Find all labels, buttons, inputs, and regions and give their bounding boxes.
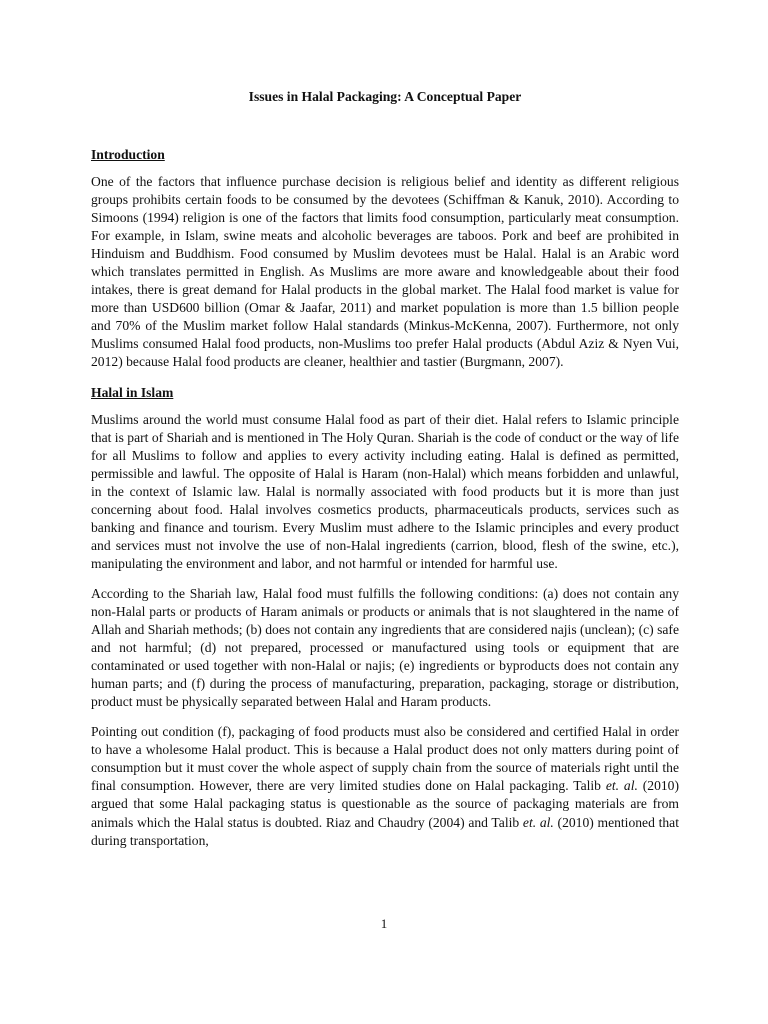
body-paragraph <box>91 723 679 849</box>
body-paragraph <box>91 585 679 711</box>
text-run: One of the factors that influence purchase decision is religious belief and identity as different religious groups prohibits certain foods to be consumed by the devotees (Schiffman & Kanuk, 2010). According to Simoons (1994) religion is one of the factors that limits food consumption, particularly meat consumption. For example, in Islam, swine meats and alcoholic beverages are taboos. Pork and beef are prohibited in Hinduism and Buddhism. Food consumed by Muslim devotees must be Halal. Halal is an Arabic word which translates permitted in English. As Muslims are more aware and knowledgeable about their food intakes, there is great demand for Halal products in the global market. The Halal food market is value for more than USD600 billion (Omar & Jaafar, 2011) and market population is more than 1.5 billion people and 70% of the Muslim market follow Halal standards (Minkus-McKenna, 2007). Furthermore, not only Muslims consumed Halal food products, non-Muslims too prefer Halal products (Abdul Aziz & Nyen Vui, 2012) because Halal food products are cleaner, healthier and tastier (Burgmann, 2007). <box>91 174 679 370</box>
page-content <box>91 88 679 862</box>
sections-container <box>91 146 679 850</box>
body-paragraph <box>91 411 679 573</box>
italic-run: et. al. <box>522 814 554 830</box>
body-paragraph <box>91 173 679 372</box>
text-run: (2010) argued that some Halal packaging status is questionable as the source of packaging materials are from animals which the Halal status is doubted. Riaz and Chaudry (2004) and Talib <box>91 778 679 830</box>
paper-title: Issues in Halal Packaging: A Conceptual Paper <box>248 89 522 104</box>
italic-run: et. al. <box>605 778 638 794</box>
text-run: Muslims around the world must consume Halal food as part of their diet. Halal refers to Islamic principle that is part of Shariah and is mentioned in The Holy Quran. Shariah is the code of conduct or the way of life for all Muslims to follow and applies to every activity including eating. Halal is defined as permitted, permissible and lawful. The opposite of Halal is Haram (non-Halal) which means forbidden and unlawful, in the context of Islamic law. Halal is normally associated with food products but it is more than just concerning about food. Halal involves cosmetics products, pharmaceuticals products, services such as banking and finance and tourism. Every Muslim must adhere to the Islamic principles and every product and services must not involve the use of non-Halal ingredients (carrion, blood, flesh of the swine, etc.), manipulating the environment and labor, and not harmful or intended for harmful use. <box>91 411 679 571</box>
page-number: 1 <box>380 916 388 931</box>
text-run: (2010) mentioned that during transportation, <box>91 814 679 848</box>
text-run: Pointing out condition (f), packaging of food products must also be considered and certified Halal in order to have a wholesome Halal product. This is because a Halal product does not only matters during point of consumption but it must cover the whole aspect of supply chain from the source of materials right until the final consumption. However, there are very limited studies done on Halal packaging. Talib <box>91 724 679 794</box>
text-run: According to the Shariah law, Halal food must fulfills the following conditions: (a) does not contain any non-Halal parts or products of Haram animals or products or animals that is not slaughtered in the name of Allah and Shariah methods; (b) does not contain any ingredients that are considered najis (unclean); (c) safe and not harmful; (d) not prepared, processed or manufactured using tools or equipment that are contaminated or used together with non-Halal or najis; (e) ingredients or byproducts does not contain any human parts; and (f) during the process of manufacturing, preparation, packaging, storage or distribution, product must be physically separated between Halal and Haram products. <box>91 585 679 710</box>
section-heading: Introduction <box>91 147 165 162</box>
section-heading: Halal in Islam <box>91 384 174 400</box>
